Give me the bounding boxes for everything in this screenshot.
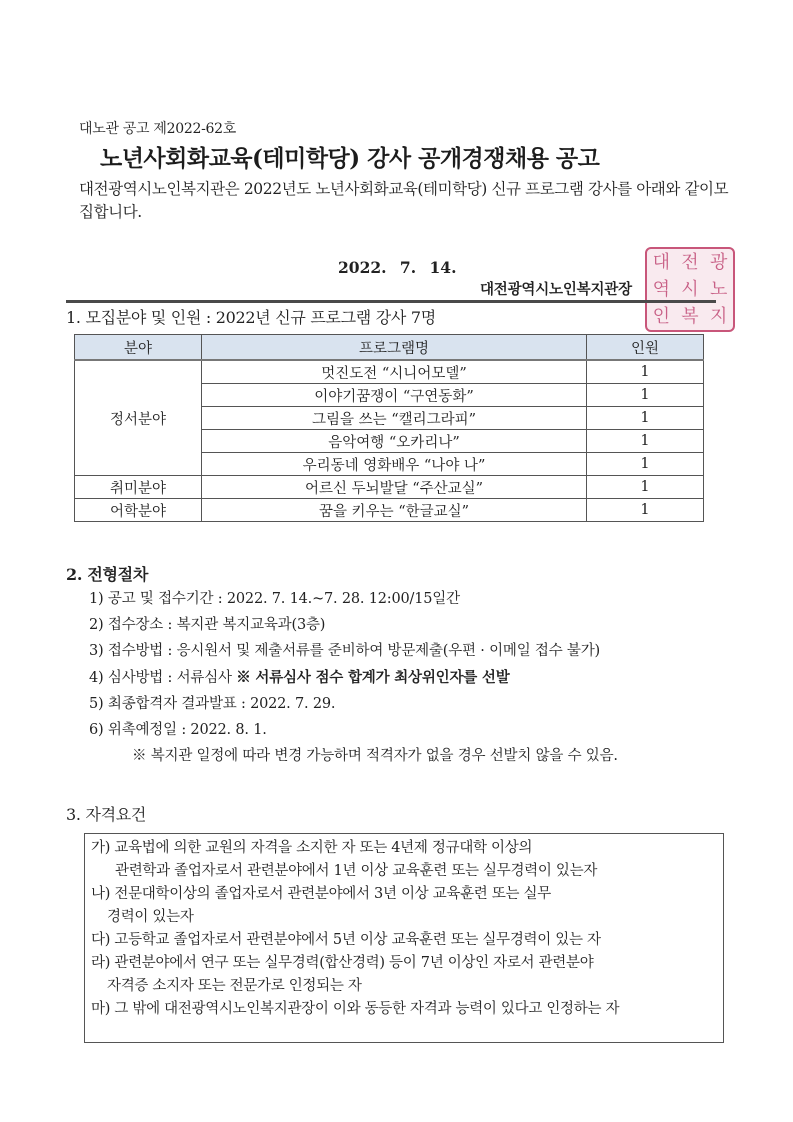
program-cell: 꿈을 키우는 “한글교실” <box>202 499 587 522</box>
program-cell: 우리동네 영화배우 “나야 나” <box>202 453 587 476</box>
count-cell: 1 <box>587 384 704 407</box>
program-cell: 멋진도전 “시니어모델” <box>202 360 587 384</box>
notice-number: 대노관 공고 제2022-62호 <box>79 121 236 137</box>
procedure-item: 2) 접수장소 : 복지관 복지교육과(3층) <box>89 617 326 634</box>
seal-char: 노 <box>709 278 728 300</box>
qualification-item: 가) 교육법에 의한 교원의 자격을 소지한 자 또는 4년제 정규대학 이상의 <box>91 840 533 856</box>
procedure-item: 3) 접수방법 : 응시원서 및 제출서류를 준비하여 방문제출(우편 · 이메일 접수 불가) <box>89 643 601 660</box>
column-header-count: 인원 <box>587 335 704 361</box>
qualification-item: 라) 관련분야에서 연구 또는 실무경력(합산경력) 등이 7년 이상인 자로서 관련분야 <box>91 955 594 971</box>
procedure-item <box>89 665 618 691</box>
program-cell: 이야기꿈쟁이 “구연동화” <box>202 384 587 407</box>
seal-char: 역 <box>652 278 671 300</box>
count-cell: 1 <box>587 499 704 522</box>
column-header-field: 분야 <box>75 335 202 361</box>
notice-date: 2022. 7. 14. <box>338 258 457 277</box>
column-header-program: 프로그램명 <box>202 335 587 361</box>
section2-heading: 2. 전형절차 <box>66 565 148 584</box>
procedure-item: 5) 최종합격자 결과발표 : 2022. 7. 29. <box>89 695 336 712</box>
seal-char: 광 <box>709 251 728 273</box>
qualification-item-continued: 자격증 소지자 또는 전문가로 인정되는 자 <box>107 978 362 994</box>
count-cell: 1 <box>587 453 704 476</box>
procedure-item: 1) 공고 및 접수기간 : 2022. 7. 14.~7. 28. 12:00/15일간 <box>89 591 460 607</box>
count-cell: 1 <box>587 430 704 453</box>
procedure-item-label: 4) 심사방법 : 서류심사 <box>89 669 237 686</box>
qualification-item: 다) 고등학교 졸업자로서 관련분야에서 5년 이상 교육훈련 또는 실무경력이 있는 자 <box>91 932 601 948</box>
procedure-item: 6) 위촉예정일 : 2022. 8. 1. <box>89 722 267 739</box>
seal-char: 시 <box>681 278 699 300</box>
document-title: 노년사회화교육(테미학당) 강사 공개경쟁채용 공고 <box>100 145 600 172</box>
qualifications-box <box>84 833 724 1043</box>
intro-paragraph: 대전광역시노인복지관은 2022년도 노년사회화교육(테미학당) 신규 프로그램 강사를 아래와 같이모집합니다. <box>79 180 729 221</box>
table-row <box>75 476 704 499</box>
qualification-item-continued: 관련학과 졸업자로서 관련분야에서 1년 이상 교육훈련 또는 실무경력이 있는자 <box>115 863 598 879</box>
qualification-item: 나) 전문대학이상의 졸업자로서 관련분야에서 3년 이상 교육훈련 또는 실무 <box>91 886 551 902</box>
program-cell: 어르신 두뇌발달 “주산교실” <box>202 476 587 499</box>
count-cell: 1 <box>587 476 704 499</box>
procedure-note: ※ 복지관 일정에 따라 변경 가능하며 적격자가 없을 경우 선발치 않을 수 있음. <box>132 748 618 765</box>
program-cell: 그림을 쓰는 “캘리그라피” <box>202 407 587 430</box>
count-cell: 1 <box>587 360 704 384</box>
seal-char: 대 <box>652 251 671 273</box>
seal-char: 인 <box>652 305 671 327</box>
seal-char: 복 <box>681 305 699 327</box>
field-cell: 취미분야 <box>75 476 202 499</box>
qualification-item-continued: 경력이 있는자 <box>107 909 194 925</box>
table-row <box>75 499 704 522</box>
procedure-item-emphasis: ※ 서류심사 점수 합계가 최상위인자를 선발 <box>236 668 510 686</box>
program-cell: 음악여행 “오카리나” <box>202 430 587 453</box>
table-row <box>75 360 704 384</box>
qualification-item: 마) 그 밖에 대전광역시노인복지관장이 이와 동등한 자격과 능력이 있다고 인정하는 자 <box>91 1001 620 1017</box>
section3-heading: 3. 자격요건 <box>66 805 147 824</box>
table-header-row <box>75 335 704 361</box>
official-seal-icon <box>645 247 735 332</box>
section1-heading: 1. 모집분야 및 인원 : 2022년 신규 프로그램 강사 7명 <box>66 308 436 327</box>
count-cell: 1 <box>587 407 704 430</box>
field-cell: 어학분야 <box>75 499 202 522</box>
selection-procedure-list <box>89 586 618 769</box>
field-cell: 정서분야 <box>75 360 202 476</box>
recruitment-table <box>74 334 704 522</box>
seal-char: 지 <box>709 305 728 327</box>
seal-char: 전 <box>681 251 699 273</box>
header-divider <box>66 300 716 303</box>
issuer-name: 대전광역시노인복지관장 <box>480 281 632 298</box>
